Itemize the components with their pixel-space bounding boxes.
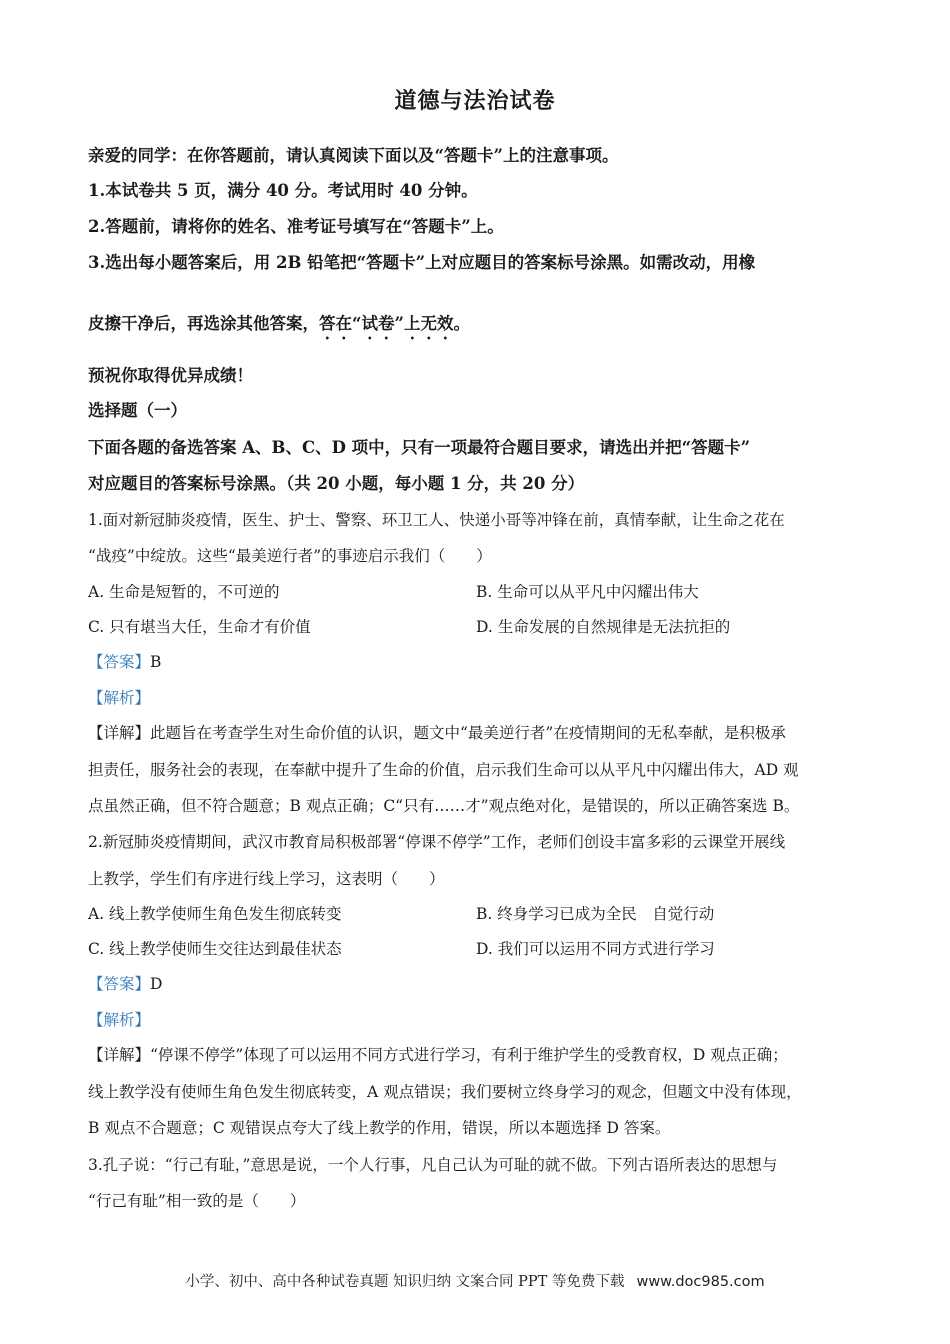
notice-item-3-post: 。 — [453, 314, 470, 333]
notice-item-2: 2.答题前，请将你的姓名、准考证号填写在“答题卡”上。 — [88, 217, 504, 236]
q2-analysis-tag: 【解析】 — [88, 1011, 151, 1029]
answer-tag: 【答案】 — [88, 653, 151, 671]
q1-option-d: D. 生命发展的自然规律是无法抗拒的 — [476, 618, 731, 636]
page-footer — [0, 1270, 950, 1291]
q2-stem-line-2: 上教学，学生们有序进行线上学习，这表明（ ） — [88, 870, 445, 888]
page-title: 道德与法治试卷 — [394, 88, 556, 114]
q1-stem-line-2: “战疫”中绽放。这些“最美逆行者”的事迹启示我们（ ） — [88, 547, 492, 565]
q2-option-a: A. 线上教学使师生角色发生彻底转变 — [88, 905, 342, 923]
q2-answer — [88, 972, 878, 994]
q1-option-a: A. 生命是短暂的，不可逆的 — [88, 583, 280, 601]
section-instruction-line-1: 下面各题的备选答案 A、B、C、D 项中，只有一项最符合题目要求，请选出并把“答题卡” — [88, 438, 751, 457]
q1-analysis-tag: 【解析】 — [88, 689, 151, 707]
section-heading: 选择题（一） — [88, 401, 187, 420]
q1-option-b: B. 生命可以从平凡中闪耀出伟大 — [476, 583, 699, 601]
footer-text: 小学、初中、高中各种试卷真题 知识归纳 文案合同 PPT 等免费下载 — [185, 1274, 625, 1290]
notice-item-3-pre: 皮擦干净后，再选涂其他答案， — [88, 314, 319, 333]
q2-option-c: C. 线上教学使师生交往达到最佳状态 — [88, 940, 342, 958]
q2-detail-line-3: B 观点不合题意；C 观错误点夸大了线上教学的作用，错误，所以本题选择 D 答案。 — [88, 1119, 671, 1137]
q1-detail-line-3: 点虽然正确，但不符合题意；B 观点正确；C“只有……才”观点绝对化，是错误的，所以正确答案选 B。 — [88, 797, 800, 815]
q2-option-b: B. 终身学习已成为全民 自觉行动 — [476, 905, 715, 923]
q2-detail-line-2: 线上教学没有使师生角色发生彻底转变，A 观点错误；我们要树立终身学习的观念，但题文中没有体现， — [88, 1083, 802, 1101]
q1-answer — [88, 650, 878, 672]
q2-option-d: D. 我们可以运用不同方式进行学习 — [476, 940, 715, 958]
q1-detail-line-1: 【详解】此题旨在考查学生对生命价值的认识，题文中“最美逆行者”在疫情期间的无私奉献，是积极承 — [88, 724, 786, 742]
q3-stem-line-1: 3.孔子说：“行己有耻，”意思是说，一个人行事，凡自己认为可耻的就不做。下列古语所表达的思想与 — [88, 1156, 778, 1174]
wish-text: 预祝你取得优异成绩！ — [88, 366, 253, 385]
q3-stem-line-2: “行己有耻”相一致的是（ ） — [88, 1192, 306, 1210]
notice-item-1: 1.本试卷共 5 页，满分 40 分。考试用时 40 分钟。 — [88, 181, 478, 200]
q2-stem-line-1: 2.新冠肺炎疫情期间，武汉市教育局积极部署“停课不停学”工作，老师们创设丰富多彩的云课堂开展线 — [88, 833, 786, 851]
answer-tag: 【答案】 — [88, 975, 151, 993]
q1-stem-line-1: 1.面对新冠肺炎疫情，医生、护士、警察、环卫工人、快递小哥等冲锋在前，真情奉献，让生命之花在 — [88, 511, 785, 529]
footer-url[interactable]: www.doc985.com — [636, 1274, 765, 1290]
answer-value: B — [150, 653, 162, 671]
emphasized-text: 答在“试卷”上无效 — [319, 314, 454, 333]
notice-item-3-line-2 — [88, 310, 878, 343]
answer-value: D — [150, 975, 163, 993]
q1-detail-line-2: 担责任，服务社会的表现，在奉献中提升了生命的价值，启示我们生命可以从平凡中闪耀出伟大，AD 观 — [88, 761, 799, 779]
notice-item-3-line-1: 3.选出每小题答案后，用 2B 铅笔把“答题卡”上对应题目的答案标号涂黑。如需改动，用橡 — [88, 253, 756, 272]
q2-detail-line-1: 【详解】“停课不停学”体现了可以运用不同方式进行学习，有利于维护学生的受教育权，D 观点正确； — [88, 1046, 788, 1064]
q1-option-c: C. 只有堪当大任，生命才有价值 — [88, 618, 311, 636]
notice-intro: 亲爱的同学：在你答题前，请认真阅读下面以及“答题卡”上的注意事项。 — [88, 146, 619, 165]
section-instruction-line-2: 对应题目的答案标号涂黑。（共 20 小题，每小题 1 分，共 20 分） — [88, 474, 585, 493]
